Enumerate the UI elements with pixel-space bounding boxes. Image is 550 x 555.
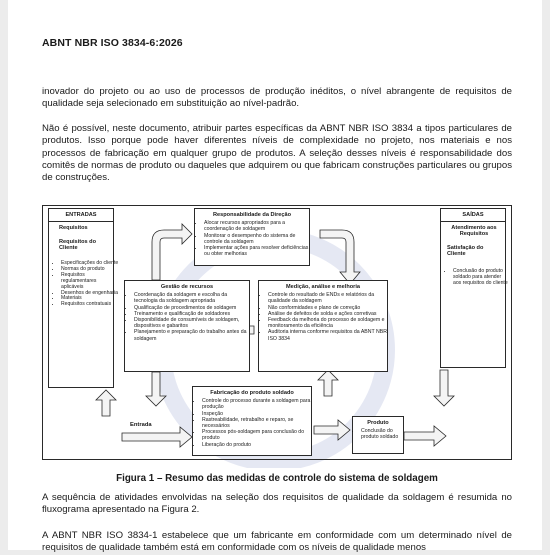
entradas-label-requisitos: Requisitos bbox=[59, 225, 88, 231]
fabricacao-title: Fabricação do produto soldado bbox=[210, 390, 294, 396]
paragraph-3: A sequência de atividades envolvidas na seleção dos requisitos de qualidade da soldagem é resumida no fluxograma apresentado na Figura 2. bbox=[42, 492, 512, 516]
list-item: • Disponibilidade de consumíveis de soldagem, dispositivos e gabaritos bbox=[134, 317, 249, 329]
list-item: • Análise de defeitos de solda e ações corretivas bbox=[268, 311, 387, 317]
list-item: • Requisitos regulamentares aplicáveis bbox=[61, 273, 119, 291]
list-item: • Materiais bbox=[61, 296, 119, 302]
entradas-list bbox=[52, 261, 119, 308]
list-item: • Não conformidades e plano de correção bbox=[268, 305, 387, 311]
arrow-entradas bbox=[96, 390, 116, 416]
entradas-label-cliente: Requisitos do Cliente bbox=[59, 239, 96, 252]
list-item: • Coordenação da soldagem e escolha da tecnologia da soldagem apropriada bbox=[134, 292, 249, 304]
arrow-up-medicao bbox=[318, 370, 338, 396]
fabricacao-list bbox=[193, 398, 311, 448]
list-item: • Liberação do produto bbox=[202, 442, 311, 448]
list-item: • Controle do processo durante a soldagem para produção bbox=[202, 398, 311, 410]
entradas-divider bbox=[49, 221, 113, 222]
medicao-list bbox=[259, 292, 387, 342]
list-item: • Processos pós-soldagem para conclusão do produto bbox=[202, 429, 311, 441]
list-item: • Inspeção bbox=[202, 411, 311, 417]
produto-title: Produto bbox=[367, 420, 389, 426]
list-item: • Monitorar o desempenho do sistema de controle da soldagem bbox=[204, 233, 309, 245]
responsabilidade-title: Responsabilidade da Direção bbox=[212, 212, 292, 218]
list-item: • Alocar recursos apropriados para a coordenação de soldagem bbox=[204, 220, 309, 232]
entradas-title: ENTRADAS bbox=[65, 212, 97, 218]
figure-caption: Figura 1 – Resumo das medidas de controle do sistema de soldagem bbox=[116, 473, 438, 484]
list-item: • Implementar ações para resolver deficiências ou obter melhorias bbox=[204, 245, 309, 257]
document-page bbox=[8, 0, 542, 554]
list-item: • Requisitos contratuais bbox=[61, 302, 119, 308]
gestao-title: Gestão de recursos bbox=[160, 284, 214, 290]
list-item: • Normas do produto bbox=[61, 267, 119, 273]
list-item: • Desenhos de engenharia bbox=[61, 291, 119, 297]
list-item: • Conclusão do produto soldado bbox=[361, 428, 403, 440]
list-item: • Planejamento e preparação do trabalho antes da soldagem bbox=[134, 329, 249, 341]
list-item: • Treinamento e qualificação de soldadores bbox=[134, 311, 249, 317]
arrow-entrada bbox=[122, 427, 192, 447]
arrow-saidas bbox=[434, 370, 454, 406]
entradas-box bbox=[48, 208, 119, 388]
saidas-label-satisfacao: Satisfação do Cliente bbox=[447, 245, 484, 258]
saidas-list bbox=[444, 269, 509, 287]
list-item: • Feedback da melhoria do processo de soldagem e monitoramento da eficiência bbox=[268, 317, 387, 329]
arrow-to-saidas bbox=[404, 426, 446, 446]
gestao-list bbox=[125, 292, 249, 342]
list-item: • Conclusão do produto soldado para atender aos requisitos do cliente bbox=[453, 269, 509, 287]
list-item: • Especificações do cliente bbox=[61, 261, 119, 267]
saidas-label-atendimento: Atendimento aos Requisitos bbox=[451, 225, 497, 238]
list-item: • Controle do resultado de ENDs e relatórios da qualidade da soldagem bbox=[268, 292, 387, 304]
paragraph-2: Não é possível, neste documento, atribuir partes específicas da ABNT NBR ISO 3834 a tipos particulares de produtos. Isso porque pode haver diferentes níveis de complexidade no projeto, nos materiais e nos processos de fabricação em qualquer grupo de produtos. A seleção desses níveis é responsabilidade dos comitês de normas de produto ou daqueles que adquirem ou que fabricam construções particulares ou grupos de construções. bbox=[42, 123, 512, 184]
responsabilidade-list bbox=[195, 220, 309, 257]
gestao-box bbox=[124, 280, 250, 372]
list-item: • Auditoria interna conforme requisitos da ABNT NBR ISO 3834 bbox=[268, 329, 387, 341]
saidas-box bbox=[440, 208, 506, 368]
entrada-label: Entrada bbox=[130, 422, 152, 428]
standard-header: ABNT NBR ISO 3834-6:2026 bbox=[42, 37, 183, 49]
paragraph-1: inovador do projeto ou ao uso de processos de produção inéditos, o nível abrangente de requisitos de qualidade seja selecionado em substituição ao nível-padrão. bbox=[42, 86, 512, 110]
figure-1 bbox=[42, 200, 512, 468]
saidas-title: SAÍDAS bbox=[462, 212, 484, 218]
list-item: • Rastreabilidade, retrabalho e reparo, se necessários bbox=[202, 417, 311, 429]
paragraph-4: A ABNT NBR ISO 3834-1 estabelece que um fabricante em conformidade com um determinado nível de requisitos de qualidade também está em conformidade com os níveis de qualidade menos bbox=[42, 530, 512, 554]
responsabilidade-box bbox=[194, 208, 310, 266]
fabricacao-box bbox=[192, 386, 312, 456]
list-item: • Qualificação de procedimentos de soldagem bbox=[134, 305, 249, 311]
medicao-title: Medição, análise e melhoria bbox=[286, 284, 360, 290]
saidas-divider bbox=[441, 221, 505, 222]
produto-box bbox=[352, 416, 404, 454]
produto-list bbox=[353, 428, 403, 440]
medicao-box bbox=[258, 280, 388, 372]
